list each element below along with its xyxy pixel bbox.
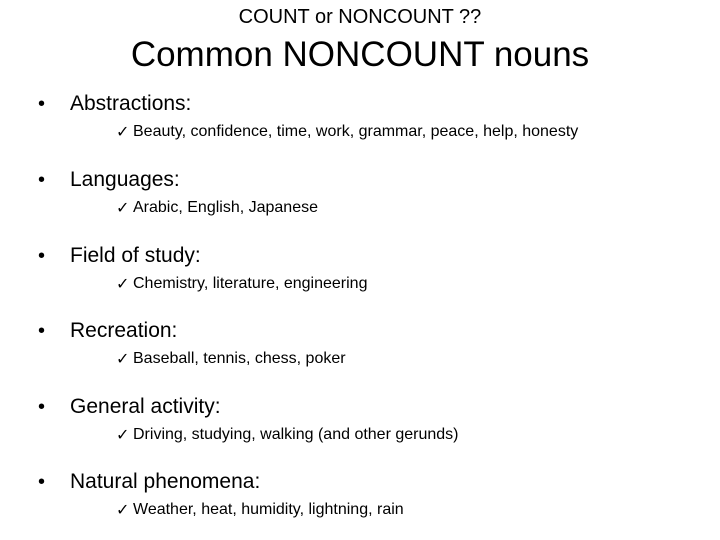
bullet-line (38, 242, 201, 270)
bullet-section-languages (0, 166, 720, 236)
bullet-section-field-of-study (0, 242, 720, 312)
sub-bullet-line (116, 274, 367, 294)
sub-bullet-text: Driving, studying, walking (and other gerunds) (133, 426, 459, 443)
bullet-heading: Recreation: (70, 319, 178, 342)
bullet-heading: Abstractions: (70, 92, 192, 115)
slide-title: Common NONCOUNT nouns (130, 35, 590, 74)
bullet-icon: • (38, 245, 46, 267)
bullet-section-abstractions (0, 90, 720, 160)
sub-bullet-text: Beauty, confidence, time, work, grammar, peace, help, honesty (133, 123, 579, 140)
sub-bullet-line (116, 500, 404, 520)
bullet-icon: • (38, 320, 46, 342)
bullet-line (38, 468, 260, 496)
bullet-line (38, 166, 180, 194)
sub-bullet-text: Arabic, English, Japanese (133, 199, 318, 216)
sub-bullet-line (116, 349, 346, 369)
bullet-heading: Natural phenomena: (70, 470, 261, 493)
slide-supertitle: COUNT or NONCOUNT ?? (238, 6, 482, 28)
bullet-heading: Languages: (70, 168, 180, 191)
sub-bullet-text: Weather, heat, humidity, lightning, rain (133, 501, 404, 518)
bullet-heading: General activity: (70, 395, 221, 418)
checkmark-icon: ✓ (116, 198, 130, 217)
bullet-section-recreation (0, 317, 720, 387)
sub-bullet-text: Baseball, tennis, chess, poker (133, 350, 346, 367)
bullet-line (38, 393, 221, 421)
sub-bullet-text: Chemistry, literature, engineering (133, 275, 368, 292)
sub-bullet-line (116, 425, 459, 445)
checkmark-icon: ✓ (116, 425, 130, 444)
bullet-line (38, 317, 177, 345)
bullet-icon: • (38, 471, 46, 493)
bullet-icon: • (38, 169, 46, 191)
checkmark-icon: ✓ (116, 274, 130, 293)
checkmark-icon: ✓ (116, 349, 130, 368)
bullet-line (38, 90, 191, 118)
checkmark-icon: ✓ (116, 122, 130, 141)
bullet-section-general-activity (0, 393, 720, 463)
bullet-heading: Field of study: (70, 244, 201, 267)
sub-bullet-line (116, 198, 318, 218)
bullet-section-natural-phenomena (0, 468, 720, 538)
sub-bullet-line (116, 122, 578, 142)
checkmark-icon: ✓ (116, 500, 130, 519)
bullet-icon: • (38, 93, 46, 115)
bullet-icon: • (38, 396, 46, 418)
